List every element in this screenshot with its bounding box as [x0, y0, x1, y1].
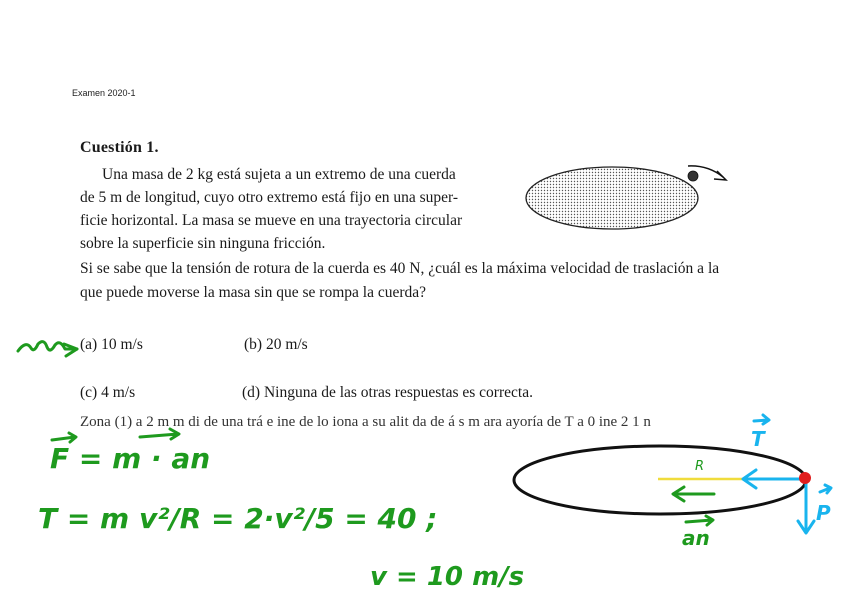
handwritten-eq-result: v = 10 m/s	[370, 562, 525, 592]
handwritten-eq-tension: T = m v²/R = 2·v²/5 = 40 ;	[38, 502, 438, 535]
printed-circular-path-figure	[526, 166, 726, 229]
question-line-5: Si se sabe que la tensión de rotura de la cuerda es 40 N, ¿cuál es la máxima velocidad de traslación a la	[80, 260, 720, 277]
question-line-4: sobre la superficie sin ninguna fricción.	[80, 235, 326, 252]
question-line-2: de 5 m de longitud, cuyo otro extremo está fijo en una super-	[80, 189, 459, 206]
vector-arrow-an-icon	[140, 429, 179, 439]
mass-dot	[799, 472, 811, 484]
question-title: Cuestión 1.	[80, 139, 159, 156]
handwritten-force-diagram	[514, 415, 831, 550]
question-line-1: Una masa de 2 kg está sujeta a un extremo de una cuerda	[102, 166, 456, 183]
diagram-tension-label: T	[751, 427, 765, 451]
tension-arrow-icon	[743, 470, 805, 488]
option-b: (b) 20 m/s	[244, 336, 308, 353]
diagram-weight-label: P	[816, 501, 831, 525]
diagram-an-label: an	[682, 526, 710, 550]
exam-header: Examen 2020-1	[72, 88, 136, 98]
centripetal-acceleration-arrow-icon	[673, 487, 714, 501]
handwritten-eq-newton: F = m · an	[50, 442, 211, 475]
diagram-radius-label: R	[695, 459, 705, 474]
vector-arrow-f-icon	[52, 433, 76, 442]
truncated-text-line: Zona (1) a 2 m m di de una trá e ine de lo iona a su alit da de á s m ara ayoría de T a 0 ine 2 1 n	[80, 414, 651, 430]
question-line-6: que puede moverse la masa sin que se rompa la cuerda?	[80, 284, 427, 301]
option-a: (a) 10 m/s	[80, 336, 143, 353]
option-c: (c) 4 m/s	[80, 384, 136, 401]
question-line-3: ficie horizontal. La masa se mueve en una trayectoria circular	[80, 212, 463, 229]
option-d: (d) Ninguna de las otras respuestas es correcta.	[242, 384, 533, 401]
